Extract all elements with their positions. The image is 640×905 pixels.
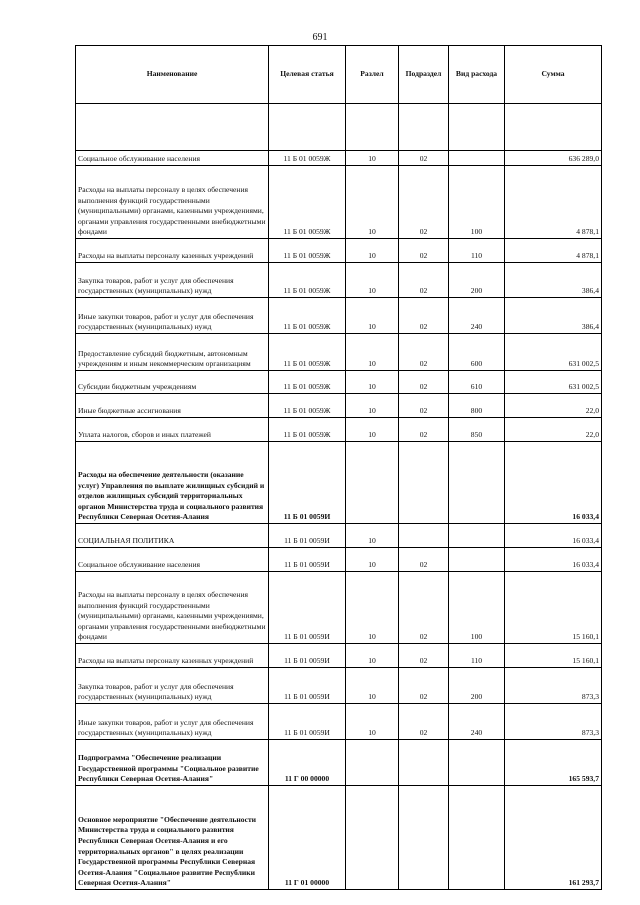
header-target-article: Целевая статья [269,46,346,104]
cell-section: 10 [346,668,399,704]
cell-subsection [399,442,449,524]
cell-name: Расходы на выплаты персоналу в целях обеспечения выполнения функций государственными (муниципальными) органами, казенными учреждениями, органами управления государственными внебюджетными фондами [76,572,269,644]
cell-name: Социальное обслуживание населения [76,548,269,572]
header-subsection: Подраздел [399,46,449,104]
cell-expense-type [449,104,505,151]
cell-expense-type: 200 [449,263,505,298]
cell-section: 10 [346,572,399,644]
cell-section: 10 [346,239,399,263]
cell-expense-type [449,151,505,166]
cell-target-article: 11 Б 01 0059И [269,644,346,668]
cell-subsection [399,104,449,151]
cell-name: Расходы на выплаты персоналу казенных учреждений [76,644,269,668]
cell-section: 10 [346,371,399,394]
table-row [76,151,602,166]
header-name: Наименование [76,46,269,104]
table-row [76,572,602,644]
table-row [76,334,602,371]
cell-expense-type [449,548,505,572]
cell-sum: 16 033,4 [505,442,602,524]
cell-expense-type: 110 [449,239,505,263]
cell-subsection: 02 [399,394,449,418]
page-number: 691 [312,32,328,43]
cell-sum: 16 033,4 [505,548,602,572]
cell-name: СОЦИАЛЬНАЯ ПОЛИТИКА [76,524,269,548]
cell-section: 10 [346,298,399,334]
cell-subsection: 02 [399,298,449,334]
cell-subsection: 02 [399,668,449,704]
cell-subsection: 02 [399,644,449,668]
cell-target-article: 11 Г 00 00000 [269,740,346,786]
cell-target-article [269,104,346,151]
cell-expense-type: 240 [449,704,505,740]
cell-target-article: 11 Б 01 0059Ж [269,334,346,371]
cell-expense-type [449,786,505,890]
cell-section: 10 [346,151,399,166]
table-row [76,786,602,890]
cell-target-article: 11 Б 01 0059И [269,548,346,572]
cell-name: Закупка товаров, работ и услуг для обеспечения государственных (муниципальных) нужд [76,668,269,704]
cell-expense-type: 610 [449,371,505,394]
table-row [76,668,602,704]
cell-name: Иные закупки товаров, работ и услуг для обеспечения государственных (муниципальных) нужд [76,704,269,740]
cell-target-article: 11 Б 01 0059Ж [269,263,346,298]
table-row [76,239,602,263]
cell-sum: 15 160,1 [505,572,602,644]
cell-sum: 15 160,1 [505,644,602,668]
cell-subsection: 02 [399,572,449,644]
cell-section: 10 [346,394,399,418]
cell-expense-type [449,524,505,548]
cell-sum: 4 878,1 [505,239,602,263]
cell-subsection [399,786,449,890]
cell-sum: 631 002,5 [505,371,602,394]
cell-sum: 22,0 [505,418,602,442]
cell-name [76,104,269,151]
cell-name: Предоставление субсидий бюджетным, автономным учреждениям и иным некоммерческим организациям [76,334,269,371]
cell-target-article: 11 Б 01 0059И [269,704,346,740]
cell-sum: 16 033,4 [505,524,602,548]
cell-target-article: 11 Б 01 0059Ж [269,239,346,263]
table-row [76,394,602,418]
cell-section [346,104,399,151]
cell-sum: 386,4 [505,263,602,298]
cell-expense-type: 850 [449,418,505,442]
cell-subsection: 02 [399,263,449,298]
cell-subsection: 02 [399,704,449,740]
cell-subsection: 02 [399,166,449,239]
cell-sum: 165 593,7 [505,740,602,786]
cell-target-article: 11 Б 01 0059И [269,668,346,704]
table-body [76,104,602,890]
table-row [76,104,602,151]
cell-target-article: 11 Б 01 0059Ж [269,394,346,418]
table-row [76,263,602,298]
cell-expense-type: 600 [449,334,505,371]
cell-name: Иные бюджетные ассигнования [76,394,269,418]
cell-name: Расходы на выплаты персоналу в целях обеспечения выполнения функций государственными (муниципальными) органами, казенными учреждениями, органами управления государственными внебюджетными фондами [76,166,269,239]
budget-table [75,45,602,890]
header-expense-type: Вид расхода [449,46,505,104]
cell-target-article: 11 Б 01 0059Ж [269,298,346,334]
cell-name: Основное мероприятие "Обеспечение деятельности Министерства труда и социального развития Республики Северная Осетия-Алания и его территориальных органов" в целях реализации Государственной программы Республики Северная Осетия-Алания "Социальное развитие Республики Северная Осетия-Алания" [76,786,269,890]
cell-target-article: 11 Б 01 0059И [269,524,346,548]
cell-name: Расходы на обеспечение деятельности (оказание услуг) Управления по выплате жилищных субсидий и отделов жилищных субсидий территориальных органов Министерства труда и социального развития Республики Северная Осетия-Алания [76,442,269,524]
table-header-row [76,46,602,104]
cell-section: 10 [346,263,399,298]
cell-expense-type [449,740,505,786]
cell-sum: 631 002,5 [505,334,602,371]
table-row [76,644,602,668]
cell-section: 10 [346,418,399,442]
cell-sum: 873,3 [505,668,602,704]
cell-section: 10 [346,166,399,239]
cell-subsection [399,740,449,786]
cell-section: 10 [346,644,399,668]
cell-target-article: 11 Б 01 0059Ж [269,166,346,239]
table-row [76,418,602,442]
cell-expense-type: 110 [449,644,505,668]
cell-subsection: 02 [399,418,449,442]
cell-section: 10 [346,524,399,548]
cell-section [346,740,399,786]
cell-expense-type: 200 [449,668,505,704]
cell-expense-type: 240 [449,298,505,334]
cell-section [346,442,399,524]
cell-sum: 873,3 [505,704,602,740]
cell-subsection [399,524,449,548]
cell-name: Подпрограмма "Обеспечение реализации Государственной программы "Социальное развитие Республики Северная Осетия-Алания" [76,740,269,786]
cell-expense-type: 800 [449,394,505,418]
cell-sum [505,104,602,151]
cell-name: Закупка товаров, работ и услуг для обеспечения государственных (муниципальных) нужд [76,263,269,298]
cell-subsection: 02 [399,548,449,572]
table-row [76,442,602,524]
header-section: Разлел [346,46,399,104]
table-row [76,298,602,334]
cell-expense-type: 100 [449,166,505,239]
cell-sum: 636 289,0 [505,151,602,166]
header-sum: Сумма [505,46,602,104]
cell-target-article: 11 Б 01 0059И [269,572,346,644]
cell-sum: 22,0 [505,394,602,418]
cell-section: 10 [346,704,399,740]
cell-name: Уплата налогов, сборов и иных платежей [76,418,269,442]
cell-target-article: 11 Б 01 0059Ж [269,371,346,394]
cell-expense-type [449,442,505,524]
cell-target-article: 11 Б 01 0059Ж [269,418,346,442]
cell-target-article: 11 Б 01 0059И [269,442,346,524]
cell-name: Социальное обслуживание населения [76,151,269,166]
cell-section: 10 [346,334,399,371]
cell-expense-type: 100 [449,572,505,644]
cell-sum: 386,4 [505,298,602,334]
table-row [76,524,602,548]
cell-subsection: 02 [399,371,449,394]
cell-subsection: 02 [399,239,449,263]
table-row [76,548,602,572]
cell-sum: 161 293,7 [505,786,602,890]
cell-sum: 4 878,1 [505,166,602,239]
cell-target-article: 11 Б 01 0059Ж [269,151,346,166]
table-row [76,704,602,740]
cell-target-article: 11 Г 01 00000 [269,786,346,890]
cell-name: Иные закупки товаров, работ и услуг для обеспечения государственных (муниципальных) нужд [76,298,269,334]
cell-subsection: 02 [399,334,449,371]
table-row [76,166,602,239]
cell-section: 10 [346,548,399,572]
cell-section [346,786,399,890]
cell-name: Расходы на выплаты персоналу казенных учреждений [76,239,269,263]
cell-name: Субсидии бюджетным учреждениям [76,371,269,394]
cell-subsection: 02 [399,151,449,166]
table-row [76,371,602,394]
table-row [76,740,602,786]
